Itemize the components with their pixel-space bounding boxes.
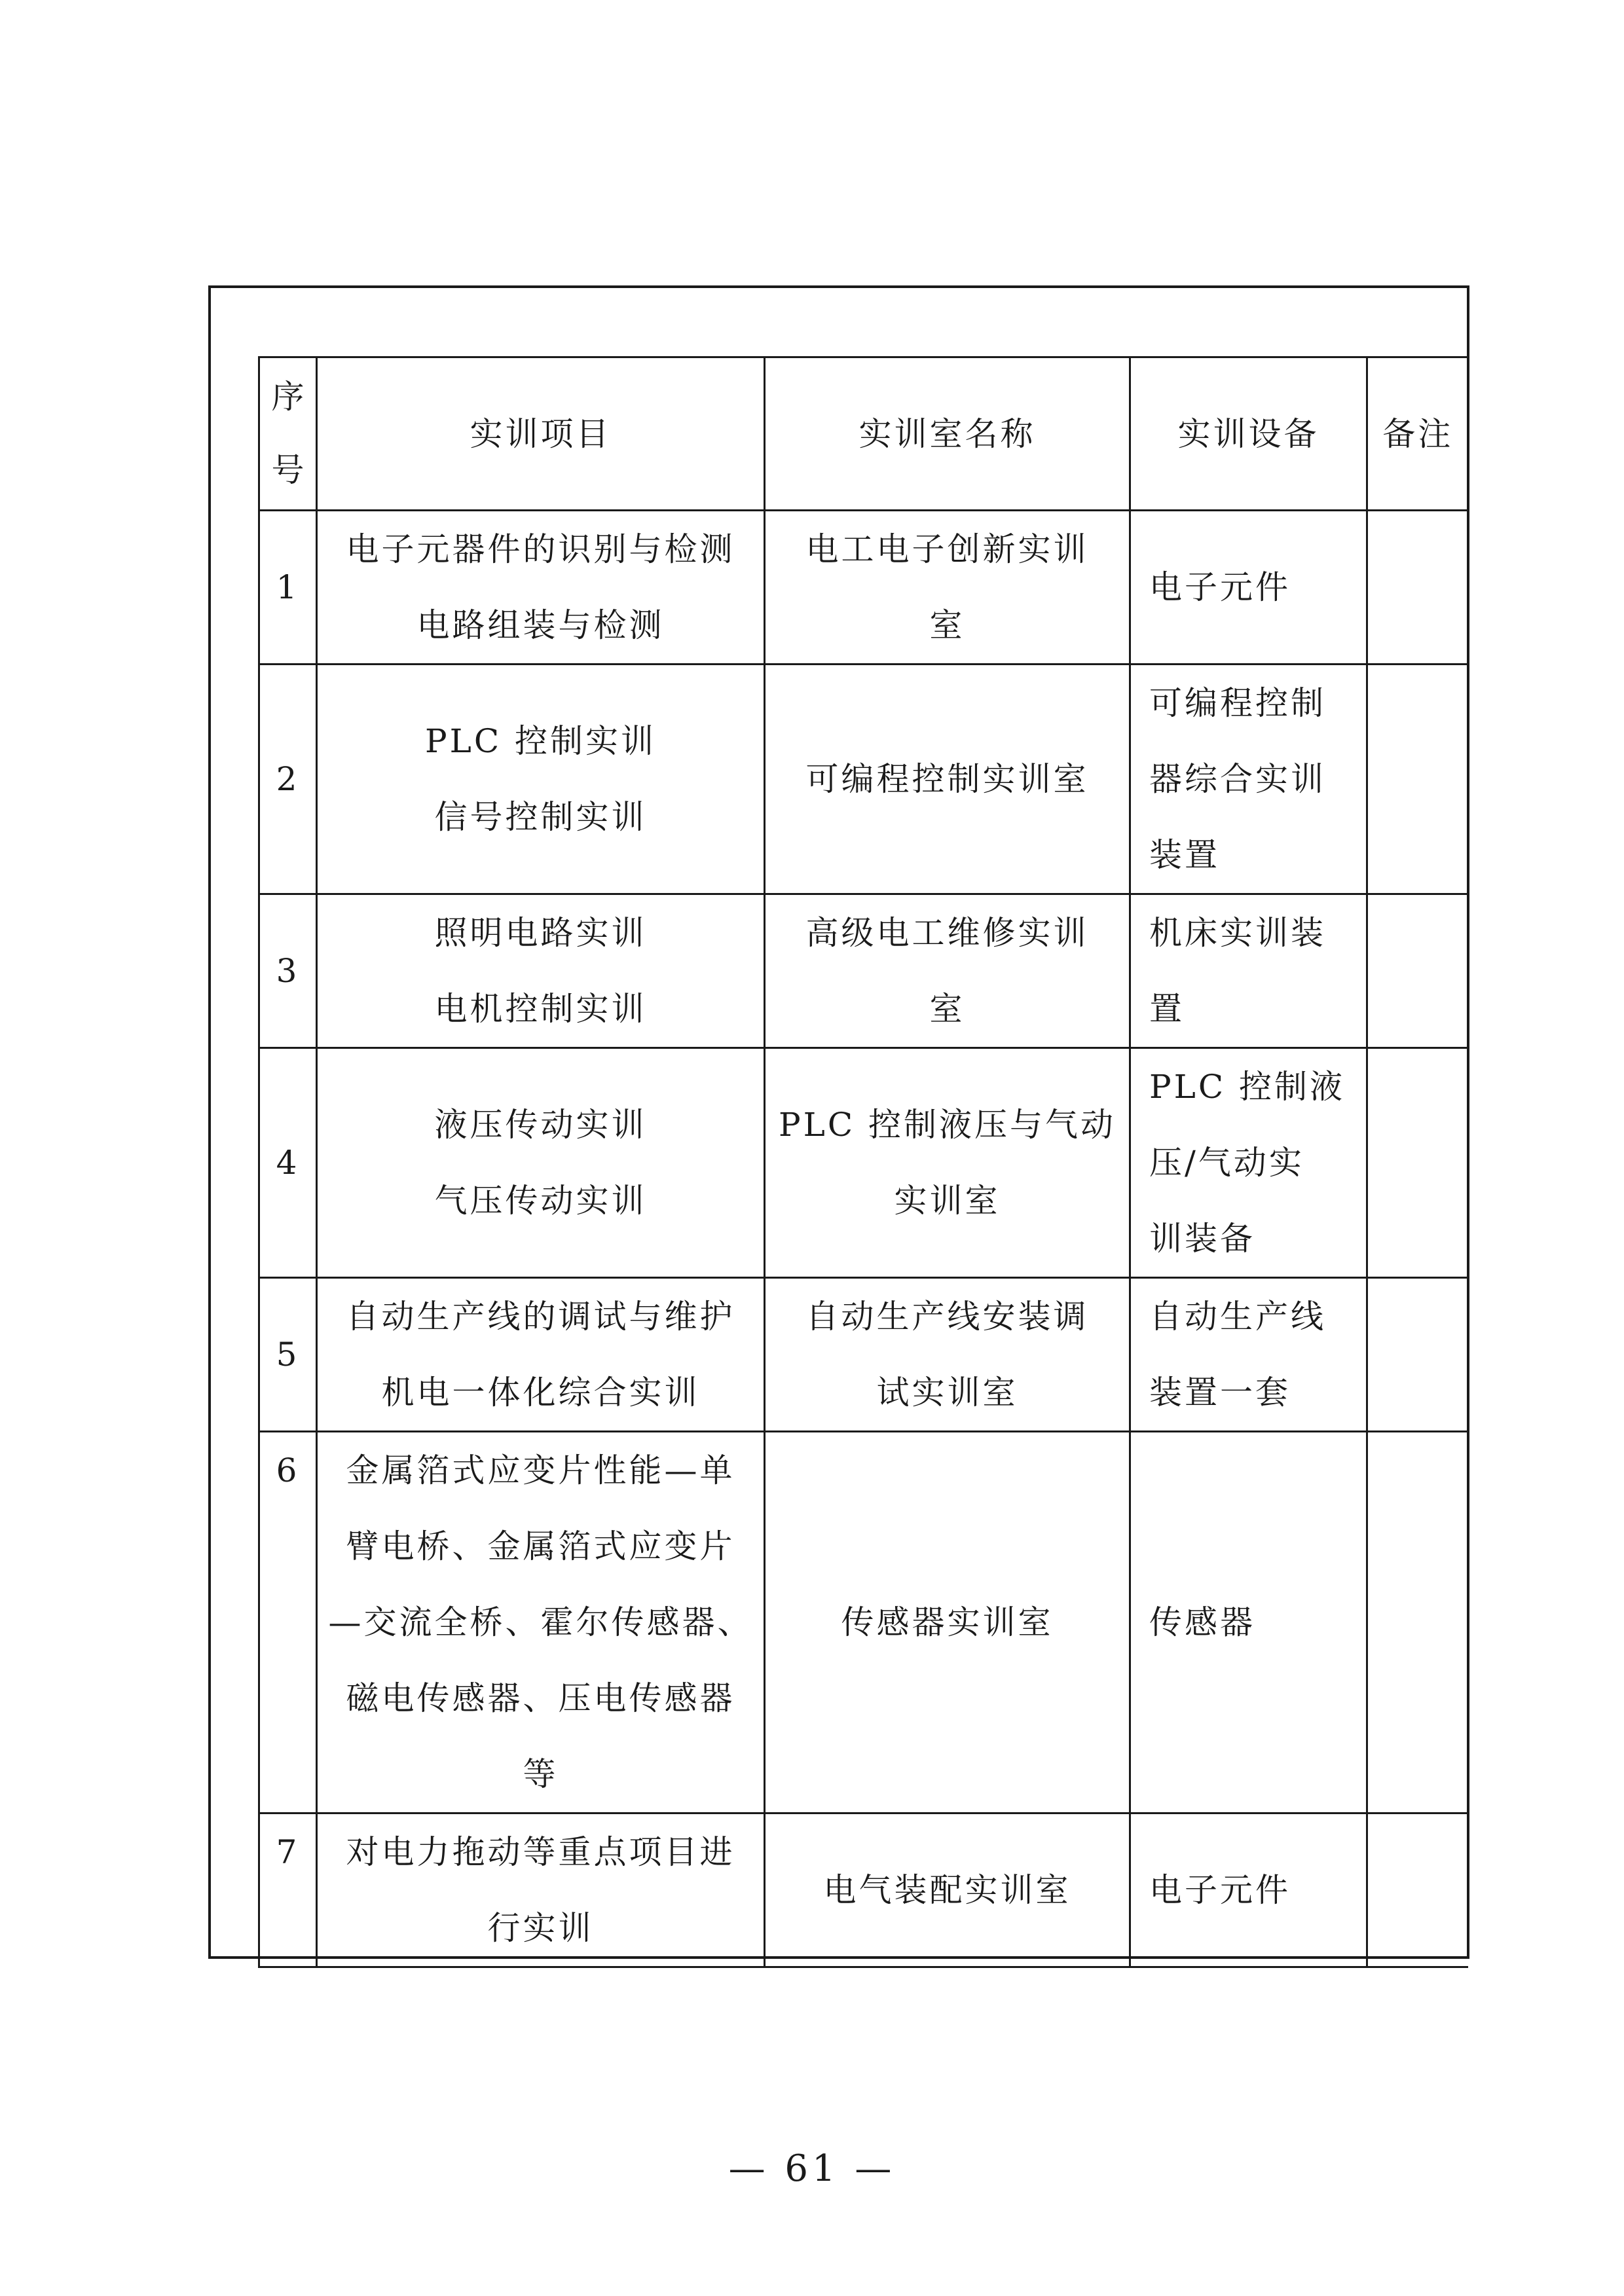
row-seq: 1 xyxy=(259,511,317,665)
row-notes xyxy=(1367,1813,1468,1967)
row-room: 可编程控制实训室 xyxy=(765,665,1130,894)
row-equipment: 可编程控制 器综合实训 装置 xyxy=(1130,665,1367,894)
row-notes xyxy=(1367,894,1468,1048)
row-seq: 6 xyxy=(259,1432,317,1813)
row-room: PLC 控制液压与气动 实训室 xyxy=(765,1048,1130,1278)
row-project: 照明电路实训 电机控制实训 xyxy=(317,894,765,1048)
row-room: 自动生产线安装调 试实训室 xyxy=(765,1278,1130,1432)
row-equipment: 传感器 xyxy=(1130,1432,1367,1813)
row-seq: 2 xyxy=(259,665,317,894)
row-project: 金属箔式应变片性能—单 臂电桥、金属箔式应变片 —交流全桥、霍尔传感器、 磁电传感器、压电传感器 等 xyxy=(317,1432,765,1813)
header-room: 实训室名称 xyxy=(765,357,1130,511)
row-room: 高级电工维修实训 室 xyxy=(765,894,1130,1048)
row-room: 传感器实训室 xyxy=(765,1432,1130,1813)
row-project: PLC 控制实训 信号控制实训 xyxy=(317,665,765,894)
row-project: 电子元器件的识别与检测 电路组装与检测 xyxy=(317,511,765,665)
training-table xyxy=(258,356,1468,1968)
row-notes xyxy=(1367,511,1468,665)
header-project: 实训项目 xyxy=(317,357,765,511)
row-equipment: PLC 控制液 压/气动实 训装备 xyxy=(1130,1048,1367,1278)
table-row xyxy=(259,665,1468,894)
row-room: 电气装配实训室 xyxy=(765,1813,1130,1967)
table-row xyxy=(259,1278,1468,1432)
row-equipment: 自动生产线 装置一套 xyxy=(1130,1278,1367,1432)
row-project: 对电力拖动等重点项目进 行实训 xyxy=(317,1813,765,1967)
header-seq: 序号 xyxy=(259,357,317,511)
row-project: 自动生产线的调试与维护 机电一体化综合实训 xyxy=(317,1278,765,1432)
row-equipment: 机床实训装 置 xyxy=(1130,894,1367,1048)
row-equipment: 电子元件 xyxy=(1130,511,1367,665)
table-row xyxy=(259,1432,1468,1813)
table-header-row xyxy=(259,357,1468,511)
row-notes xyxy=(1367,1278,1468,1432)
row-seq: 5 xyxy=(259,1278,317,1432)
table-row xyxy=(259,894,1468,1048)
header-equipment: 实训设备 xyxy=(1130,357,1367,511)
row-notes xyxy=(1367,665,1468,894)
row-room: 电工电子创新实训 室 xyxy=(765,511,1130,665)
row-project: 液压传动实训 气压传动实训 xyxy=(317,1048,765,1278)
table-row xyxy=(259,511,1468,665)
row-seq: 7 xyxy=(259,1813,317,1967)
row-seq: 4 xyxy=(259,1048,317,1278)
row-seq: 3 xyxy=(259,894,317,1048)
page-number: — 61 — xyxy=(728,2147,896,2190)
header-notes: 备注 xyxy=(1367,357,1468,511)
row-equipment: 电子元件 xyxy=(1130,1813,1367,1967)
table-row xyxy=(259,1813,1468,1967)
row-notes xyxy=(1367,1432,1468,1813)
table-row xyxy=(259,1048,1468,1278)
row-notes xyxy=(1367,1048,1468,1278)
